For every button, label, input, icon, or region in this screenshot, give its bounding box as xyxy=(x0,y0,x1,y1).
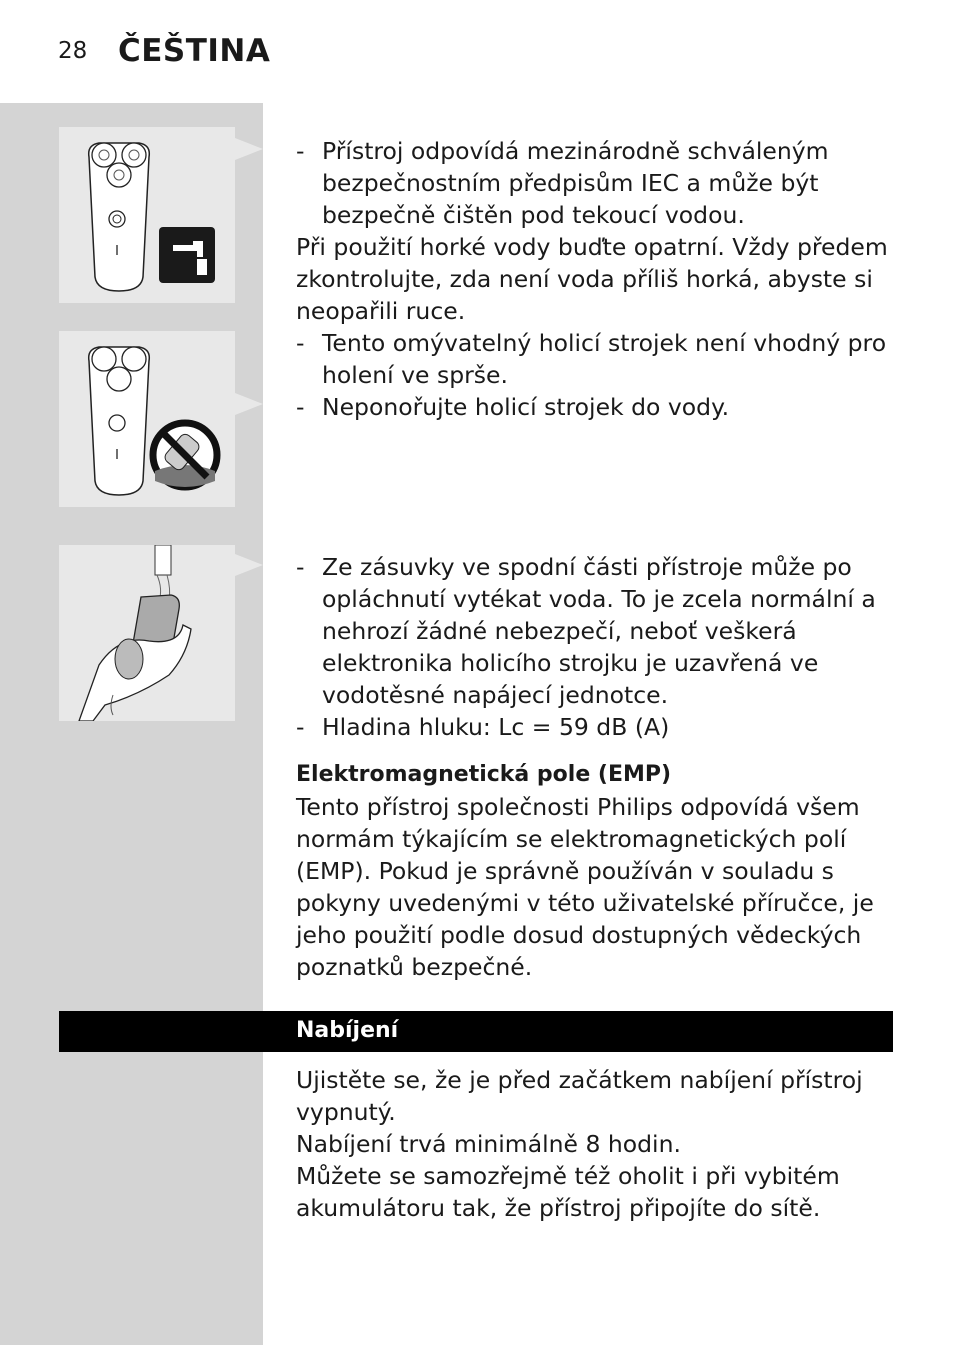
paragraph: Nabíjení trvá minimálně 8 hodin. xyxy=(296,1130,681,1158)
paragraph: Můžete se samozřejmě též oholit i při vybitém akumulátoru tak, že přístroj připojíte do sítě. xyxy=(296,1162,840,1222)
paragraph: Při použití horké vody buďte opatrní. Vždy předem zkontrolujte, zda není voda příliš horká, abyste si neopařili ruce. xyxy=(296,233,888,325)
list-item: - Tento omývatelný holicí strojek není vhodný pro holení ve sprše. xyxy=(296,329,887,389)
illustration-pointer xyxy=(235,554,263,576)
illustration-pointer xyxy=(235,138,263,160)
paragraph: Ujistěte se, že je před začátkem nabíjení přístroj vypnutý. xyxy=(296,1066,863,1126)
illustration-pointer xyxy=(235,393,263,415)
emp-heading: Elektromagnetická pole (EMP) xyxy=(296,762,672,787)
list-item: - Neponořujte holicí strojek do vody. xyxy=(296,393,730,421)
charging-text-block xyxy=(296,1064,896,1224)
list-item: - Ze zásuvky ve spodní části přístroje může po opláchnutí vytékat voda. To je zcela normální a nehrozí žádné nebezpečí, neboť veškerá elektronika holicího strojku je uzavřená ve vodotěsné napájecí jednotce. xyxy=(296,553,876,709)
emp-paragraph: Tento přístroj společnosti Philips odpovídá všem normám týkajícím se elektromagnetických polí (EMP). Pokud je správně používán v souladu s pokyny uvedenými v této uživatelské příručce, je jeho použití podle dosud dostupných vědeckých poznatků bezpečné. xyxy=(296,793,874,981)
hand-rinse-illustration xyxy=(59,545,235,721)
info-text-block xyxy=(296,551,896,983)
shaver-no-immersion-illustration xyxy=(59,331,235,507)
list-item: - Přístroj odpovídá mezinárodně schváleným bezpečnostním předpisům IEC a může být bezpečně čištěn pod tekoucí vodou. xyxy=(296,137,829,229)
section-header-bar xyxy=(59,1011,893,1052)
safety-text-block xyxy=(296,135,896,423)
page-number: 28 xyxy=(58,38,88,64)
list-item: - Hladina hluku: Lc = 59 dB (A) xyxy=(296,713,670,741)
shaver-tap-illustration xyxy=(59,127,235,303)
page-title: ČEŠTINA xyxy=(118,33,271,69)
section-title: Nabíjení xyxy=(296,1018,399,1043)
